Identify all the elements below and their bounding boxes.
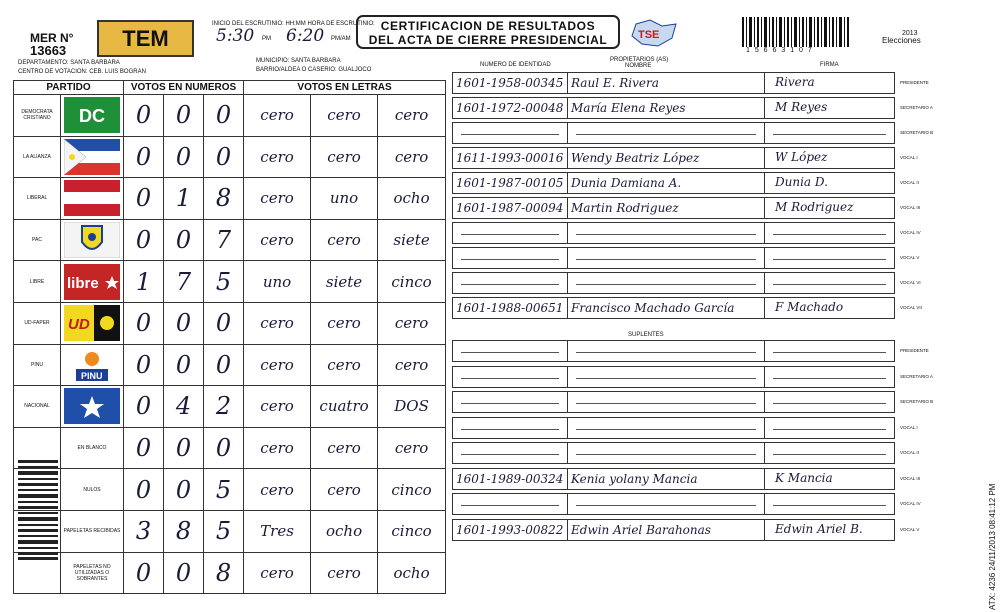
votes-letters-cell: cuatro	[311, 386, 378, 428]
firma-cell	[765, 392, 894, 412]
votes-number-cell: 0	[164, 427, 204, 469]
nombre-cell	[568, 148, 765, 168]
votes-letters-cell: siete	[311, 261, 378, 303]
votes-letters-cell: DOS	[378, 386, 446, 428]
col-firma-label: FIRMA	[820, 62, 839, 68]
firma-cell	[765, 148, 894, 168]
identidad-cell	[453, 392, 568, 412]
votes-number-cell: 8	[204, 552, 244, 594]
party-name: LIBRE	[14, 261, 61, 303]
votes-letters-cell: cero	[378, 302, 446, 344]
party-logo-icon	[64, 180, 120, 216]
firma-value: F Machado	[775, 300, 844, 314]
row-label: PAPELETAS RECIBIDAS	[61, 510, 124, 552]
propietario-row	[452, 247, 895, 269]
identidad-cell	[453, 418, 568, 438]
votes-number-cell: 0	[164, 469, 204, 511]
mer-number: 13663	[30, 43, 67, 58]
role-label: PRESIDENTE	[900, 80, 929, 85]
party-logo-icon	[64, 264, 120, 300]
party-logo	[61, 386, 124, 428]
role-label: VOCAL V	[900, 255, 920, 260]
party-name: LIBERAL	[14, 178, 61, 220]
departamento: DEPARTAMENTO: SANTA BARBARA	[18, 60, 120, 66]
votes-number-cell: 0	[204, 95, 244, 137]
votes-number-cell: 2	[204, 386, 244, 428]
nombre-cell	[568, 298, 765, 318]
role-label: VOCAL III	[900, 475, 921, 481]
votes-table-body	[14, 95, 446, 594]
votes-number-cell: 0	[124, 386, 164, 428]
suplente-row	[452, 442, 895, 464]
votes-number-cell: 0	[124, 552, 164, 594]
votes-letters-cell: cero	[244, 427, 311, 469]
nombre-cell	[568, 469, 765, 489]
suplentes-label: SUPLENTES	[628, 332, 664, 338]
votes-number-cell: 5	[204, 261, 244, 303]
votes-number-cell: 7	[164, 261, 204, 303]
identidad-cell	[453, 469, 568, 489]
row-label: EN BLANCO	[61, 427, 124, 469]
party-logo-text: libre	[67, 274, 99, 292]
party-name: PINU	[14, 344, 61, 386]
firma-value: M Reyes	[775, 100, 828, 114]
col-nombre-label: NOMBRE	[625, 63, 652, 69]
tse-logo-text: TSE	[638, 29, 660, 41]
firma-cell	[765, 341, 894, 361]
votes-letters-cell: cero	[311, 136, 378, 178]
vote-row	[14, 510, 446, 552]
nombre-cell	[568, 73, 765, 93]
propietario-row	[452, 222, 895, 244]
barrio: BARRIO/ALDEA O CASERIO: GUALJOCO	[256, 67, 372, 73]
party-logo	[61, 95, 124, 137]
tipo-badge	[97, 20, 194, 57]
document-title	[356, 15, 620, 49]
firma-cell	[765, 418, 894, 438]
role-label: SECRETARIO B	[900, 399, 934, 404]
firma-value: Dunia D.	[775, 175, 828, 189]
votes-letters-cell: uno	[244, 261, 311, 303]
votes-letters-cell: cero	[244, 386, 311, 428]
votes-number-cell: 3	[124, 510, 164, 552]
propietario-row	[452, 72, 895, 94]
identidad-cell	[453, 298, 568, 318]
votes-letters-cell: siete	[378, 219, 446, 261]
barcode-icon	[740, 17, 852, 47]
nombre-cell	[568, 223, 765, 243]
party-logo	[61, 344, 124, 386]
identidad-cell	[453, 73, 568, 93]
vote-row	[14, 219, 446, 261]
identidad-cell	[453, 173, 568, 193]
identidad-cell	[453, 367, 568, 387]
identidad-cell	[453, 223, 568, 243]
party-logo-icon	[64, 139, 120, 175]
votes-number-cell: 0	[124, 219, 164, 261]
votes-number-cell: 5	[204, 469, 244, 511]
nombre-cell	[568, 443, 765, 463]
role-label: VOCAL IV	[900, 501, 921, 506]
votes-letters-cell: cero	[311, 469, 378, 511]
identidad-cell	[453, 148, 568, 168]
votes-number-cell: 5	[204, 510, 244, 552]
suplente-row	[452, 493, 895, 515]
firma-cell	[765, 273, 894, 293]
votes-letters-cell: ocho	[311, 510, 378, 552]
votes-number-cell: 7	[204, 219, 244, 261]
party-logo-icon	[64, 347, 120, 383]
role-label: VOCAL I	[900, 424, 918, 430]
nombre-cell	[568, 418, 765, 438]
role-label: VOCAL I	[900, 155, 918, 160]
role-label: VOCAL II	[900, 450, 919, 455]
col-identidad-label: NUMERO DE IDENTIDAD	[480, 62, 551, 68]
mer-label: MER N°	[30, 31, 74, 45]
party-name: DEMOCRATA CRISTIANO	[14, 95, 61, 137]
vote-row	[14, 95, 446, 137]
numeros-header: VOTOS EN NUMEROS	[124, 81, 244, 95]
identidad-value: 1601-1987-00094	[456, 201, 564, 215]
party-logo-icon	[64, 97, 120, 133]
propietario-row	[452, 272, 895, 294]
barcode-number: 1 5 6 6 3 1 0 7	[746, 47, 814, 54]
votes-letters-cell: cero	[244, 136, 311, 178]
suplente-row	[452, 391, 895, 413]
party-logo-icon	[64, 305, 120, 341]
identidad-cell	[453, 248, 568, 268]
votes-number-cell: 0	[204, 427, 244, 469]
party-logo	[61, 136, 124, 178]
votes-letters-cell: cero	[378, 136, 446, 178]
hora-label: INICIO DEL ESCRUTINIO: HH:MM HORA DE ESCRUTINIO:	[212, 21, 375, 27]
votes-letters-cell: cero	[244, 219, 311, 261]
hora-inicio: 5:30	[216, 26, 255, 46]
firma-cell	[765, 123, 894, 143]
firma-value: Edwin Ariel B.	[775, 521, 863, 536]
votes-number-cell: 1	[124, 261, 164, 303]
votes-letters-cell: cero	[378, 427, 446, 469]
side-barcode-icon	[18, 460, 58, 560]
party-name: LA ALIANZA	[14, 136, 61, 178]
vote-row	[14, 302, 446, 344]
votes-letters-cell: cero	[311, 95, 378, 137]
party-logo-icon	[64, 388, 120, 424]
suplente-row	[452, 519, 895, 541]
votes-number-cell: 0	[124, 302, 164, 344]
votes-number-cell: 0	[204, 302, 244, 344]
identidad-cell	[453, 123, 568, 143]
votes-letters-cell: cinco	[378, 469, 446, 511]
nombre-cell	[568, 248, 765, 268]
propietario-row	[452, 297, 895, 319]
municipio: MUNICIPIO: SANTA BARBARA	[256, 58, 341, 64]
vote-row	[14, 136, 446, 178]
firma-cell	[765, 443, 894, 463]
identidad-value: 1601-1987-00105	[456, 176, 564, 190]
role-label: VOCAL II	[900, 180, 919, 185]
votes-letters-cell: cero	[311, 552, 378, 594]
votes-number-cell: 8	[164, 510, 204, 552]
votes-letters-cell: cinco	[378, 261, 446, 303]
vote-row	[14, 427, 446, 469]
identidad-cell	[453, 341, 568, 361]
vote-row	[14, 178, 446, 220]
firma-cell	[765, 298, 894, 318]
firma-value: W López	[775, 150, 828, 164]
votes-letters-cell: cero	[311, 302, 378, 344]
row-label: PAPELETAS NO UTILIZADAS O SOBRANTES	[61, 552, 124, 594]
votes-number-cell: 1	[164, 178, 204, 220]
role-label: VOCAL IV	[900, 230, 921, 235]
role-label: SECRETARIO A	[900, 373, 933, 379]
propietario-row	[452, 147, 895, 169]
identidad-cell	[453, 98, 568, 118]
firma-cell	[765, 248, 894, 268]
identidad-value: 1611-1993-00016	[456, 151, 564, 165]
hora-fin: 6:20	[286, 26, 325, 46]
role-label: SECRETARIO B	[900, 130, 934, 135]
firma-value: K Mancia	[775, 470, 833, 485]
nombre-cell	[568, 273, 765, 293]
timestamp: ATX: 4236 24/11/2013 08:41:12 PM	[988, 483, 997, 610]
votes-number-cell: 4	[164, 386, 204, 428]
eleccion-year: 2013	[902, 30, 918, 37]
party-name: PAC	[14, 219, 61, 261]
identidad-cell	[453, 443, 568, 463]
firma-cell	[765, 367, 894, 387]
title-line-2: DEL ACTA DE CIERRE PRESIDENCIAL	[368, 33, 608, 47]
nombre-cell	[568, 98, 765, 118]
votes-number-cell: 0	[164, 136, 204, 178]
nombre-value: Wendy Beatriz López	[571, 151, 700, 165]
identidad-cell	[453, 273, 568, 293]
firma-cell	[765, 73, 894, 93]
votes-letters-cell: cero	[378, 344, 446, 386]
centro-votacion: CENTRO DE VOTACION: CEB. LUIS BOGRAN	[18, 69, 146, 75]
suplente-row	[452, 366, 895, 388]
votes-number-cell: 0	[124, 178, 164, 220]
votes-letters-cell: cero	[244, 95, 311, 137]
tipo-label: TEM	[122, 25, 169, 51]
votes-table	[13, 80, 446, 594]
propietario-row	[452, 197, 895, 219]
party-name: NACIONAL	[14, 386, 61, 428]
votes-number-cell: 0	[204, 136, 244, 178]
votes-number-cell: 0	[124, 469, 164, 511]
nombre-value: Dunia Damiana A.	[571, 176, 682, 190]
firma-cell	[765, 469, 894, 489]
col-propietarios-label: PROPIETARIOS (AS)	[610, 57, 669, 63]
nombre-cell	[568, 494, 765, 514]
votes-number-cell: 0	[164, 552, 204, 594]
nombre-cell	[568, 341, 765, 361]
identidad-cell	[453, 198, 568, 218]
firma-cell	[765, 98, 894, 118]
role-label: VOCAL III	[900, 205, 921, 210]
nombre-cell	[568, 123, 765, 143]
votes-number-cell: 0	[124, 344, 164, 386]
votes-letters-cell: uno	[311, 178, 378, 220]
hora-inicio-ampm: PM	[262, 36, 271, 42]
votes-number-cell: 0	[124, 427, 164, 469]
votes-letters-cell: cero	[311, 219, 378, 261]
role-label: SECRETARIO A	[900, 105, 933, 110]
firma-cell	[765, 173, 894, 193]
suplente-row	[452, 468, 895, 490]
votes-letters-cell: cero	[311, 427, 378, 469]
vote-row	[14, 261, 446, 303]
letras-header: VOTOS EN LETRAS	[244, 81, 446, 95]
eleccion-label: Elecciones	[882, 36, 921, 45]
nombre-value: Martin Rodriguez	[571, 201, 679, 215]
identidad-value: 1601-1993-00822	[456, 522, 564, 537]
party-logo	[61, 219, 124, 261]
suplente-row	[452, 417, 895, 439]
votes-letters-cell: cero	[378, 95, 446, 137]
votes-letters-cell: cero	[244, 178, 311, 220]
firma-cell	[765, 198, 894, 218]
party-logo	[61, 178, 124, 220]
nombre-cell	[568, 392, 765, 412]
propietario-row	[452, 172, 895, 194]
title-line-1: CERTIFICACION DE RESULTADOS	[380, 19, 596, 33]
identidad-cell	[453, 520, 568, 540]
votes-number-cell: 0	[164, 344, 204, 386]
identidad-cell	[453, 494, 568, 514]
identidad-value: 1601-1972-00048	[456, 101, 564, 115]
firma-cell	[765, 494, 894, 514]
vote-row	[14, 344, 446, 386]
votes-letters-cell: ocho	[378, 178, 446, 220]
role-label: VOCAL VII	[900, 305, 922, 310]
votes-number-cell: 8	[204, 178, 244, 220]
nombre-cell	[568, 367, 765, 387]
row-label: NULOS	[61, 469, 124, 511]
tse-logo-icon	[628, 18, 682, 52]
nombre-value: María Elena Reyes	[571, 101, 686, 115]
nombre-value: Francisco Machado García	[571, 301, 735, 315]
nombre-cell	[568, 198, 765, 218]
nombre-value: Edwin Ariel Barahonas	[571, 522, 711, 537]
identidad-value: 1601-1958-00345	[456, 76, 564, 90]
party-logo	[61, 261, 124, 303]
firma-value: Rivera	[775, 75, 815, 89]
firma-value: M Rodriguez	[775, 200, 854, 214]
role-label: PRESIDENTE	[900, 348, 929, 353]
votes-letters-cell: cero	[311, 344, 378, 386]
votes-letters-cell: cero	[244, 302, 311, 344]
firma-cell	[765, 223, 894, 243]
votes-number-cell: 0	[164, 95, 204, 137]
party-logo	[61, 302, 124, 344]
votes-table-header	[14, 81, 446, 95]
partido-header: PARTIDO	[14, 81, 124, 95]
nombre-value: Kenia yolany Mancia	[571, 471, 698, 486]
votes-number-cell: 0	[164, 302, 204, 344]
role-label: VOCAL V	[900, 526, 920, 532]
votes-letters-cell: ocho	[378, 552, 446, 594]
nombre-cell	[568, 520, 765, 540]
votes-letters-cell: cero	[244, 469, 311, 511]
nombre-cell	[568, 173, 765, 193]
votes-number-cell: 0	[124, 95, 164, 137]
party-name: UD-FAPER	[14, 302, 61, 344]
propietario-row	[452, 122, 895, 144]
vote-row	[14, 386, 446, 428]
votes-number-cell: 0	[124, 136, 164, 178]
party-logo-icon	[64, 222, 120, 258]
party-logo-text: UD	[68, 316, 90, 334]
votes-letters-cell: cero	[244, 344, 311, 386]
role-label: VOCAL VI	[900, 280, 921, 285]
nombre-value: Raul E. Rivera	[571, 76, 659, 90]
party-logo-text: PINU	[81, 370, 103, 381]
firma-cell	[765, 520, 894, 540]
identidad-value: 1601-1988-00651	[456, 301, 564, 315]
votes-letters-cell: cero	[244, 552, 311, 594]
votes-number-cell: 0	[204, 344, 244, 386]
votes-letters-cell: cinco	[378, 510, 446, 552]
vote-row	[14, 469, 446, 511]
hora-fin-ampm: PM/AM	[331, 36, 351, 42]
vote-row	[14, 552, 446, 594]
votes-number-cell: 0	[164, 219, 204, 261]
propietario-row	[452, 97, 895, 119]
suplente-row	[452, 340, 895, 362]
identidad-value: 1601-1989-00324	[456, 471, 564, 486]
party-logo-text: DC	[79, 106, 105, 127]
votes-letters-cell: Tres	[244, 510, 311, 552]
